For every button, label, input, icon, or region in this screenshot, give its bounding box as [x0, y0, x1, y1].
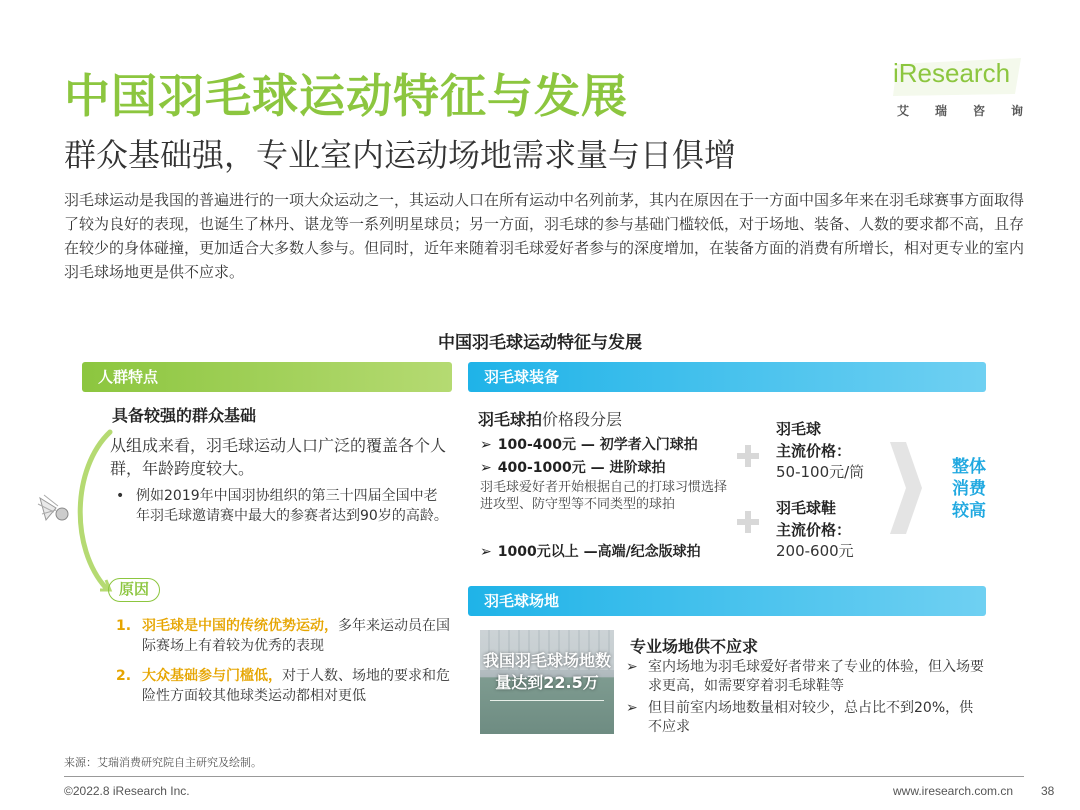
reason-item — [116, 666, 452, 706]
crowd-example-text: 例如2019年中国羽协组织的第三十四届全国中老年羽毛球邀请赛中最大的参赛者达到90岁的高龄。 — [136, 488, 448, 524]
shuttle-price-title: 羽毛球 主流价格： — [776, 420, 852, 460]
shoe-price: 200-600元 — [776, 542, 854, 560]
source-note: 来源：艾瑞消费研究院自主研究及绘制。 — [64, 756, 262, 769]
reason-text: 多年来运动员在国际赛场上有着较为优秀的表现 — [142, 618, 450, 654]
racket-heading-bold: 羽毛球拍 — [478, 410, 543, 429]
venue-item — [626, 658, 986, 696]
logo-cn-char: 咨 — [972, 104, 985, 118]
venue-item-text: 室内场地为羽毛球爱好者带来了专业的体验，但入场要求更高，如需要穿着羽毛球鞋等 — [648, 659, 984, 694]
arrow-icon: ➢ — [626, 700, 638, 716]
reason-item — [116, 616, 452, 656]
footer-divider — [64, 776, 1024, 777]
plus-icon — [737, 445, 759, 467]
venue-item-text: 但目前室内场地数量相对较少，总占比不到20%，供不应求 — [648, 700, 974, 735]
reason-tag: 原因 — [108, 578, 160, 602]
reason-number: 1. — [116, 618, 132, 634]
website-link[interactable]: www.iresearch.com.cn — [893, 784, 1014, 798]
venue-section-bar: 羽毛球场地 — [468, 586, 986, 616]
shuttlecock-icon — [36, 492, 72, 526]
logo-cn-char: 艾 — [897, 104, 910, 118]
logo-cn-char: 询 — [1010, 104, 1023, 118]
logo-brand: iResearch — [893, 58, 1011, 88]
venue-item — [626, 699, 986, 737]
page-title: 中国羽毛球运动特征与发展 — [64, 69, 628, 123]
shoe-price-title: 羽毛球鞋 主流价格： — [776, 499, 852, 539]
arrow-icon: ➢ — [480, 437, 492, 453]
plus-icon — [737, 511, 759, 533]
crowd-description: 从组成来看，羽毛球运动人口广泛的覆盖各个人群，年龄跨度较大。 — [110, 436, 447, 478]
connector-curve-icon — [66, 428, 116, 598]
diagram-title: 中国羽毛球运动特征与发展 — [438, 333, 642, 353]
intro-paragraph: 羽毛球运动是我国的普遍进行的一项大众运动之一，其运动人口在所有运动中名列前茅，其内在原因在于一方面中国多年来在羽毛球赛事方面取得了较为良好的表现，也诞生了林丹、谌龙等一系列明星球员；另一方面，羽毛球的参与基础门槛较低，对于场地、装备、人数的要求都不高，且存在较少的身体碰撞，更加适合大多数人参与。但同时，近年来随着羽毛球爱好者参与的深度增加，在装备方面的消费有所增长，相对更专业的室内羽毛球场地更是供不应求。 — [64, 191, 1025, 281]
arrow-icon: ➢ — [480, 460, 492, 476]
racket-tier-text: 100-400元 — 初学者入门球拍 — [497, 437, 698, 453]
racket-heading — [478, 407, 622, 430]
logo-cn-char: 瑞 — [934, 104, 947, 118]
page-subtitle: 群众基础强，专业室内运动场地需求量与日俱增 — [64, 136, 737, 174]
arrow-icon: ➢ — [626, 659, 638, 675]
page-number: 38 — [1041, 784, 1055, 798]
racket-tier-text: 400-1000元 — 进阶球拍 — [497, 460, 666, 476]
shuttle-price: 50-100元/筒 — [776, 463, 865, 481]
equipment-section-bar: 羽毛球装备 — [468, 362, 986, 392]
bullet-dot: • — [116, 488, 125, 504]
court-image — [480, 630, 614, 734]
chevron-right-icon — [888, 440, 924, 536]
reason-number: 2. — [116, 668, 132, 684]
reason-text: 对于人数、场地的要求和危险性方面较其他球类运动都相对更低 — [142, 668, 450, 704]
crowd-example — [116, 486, 450, 526]
overall-conclusion: 整体消费较高 — [952, 457, 986, 521]
racket-tier-note: 羽毛球爱好者开始根据自己的打球习惯选择进攻型、防守型等不同类型的球拍 — [480, 480, 728, 512]
reason-highlight: 大众基础参与门槛低， — [142, 668, 282, 684]
reason-highlight: 羽毛球是中国的传统优势运动， — [142, 618, 338, 634]
crowd-section-bar: 人群特点 — [82, 362, 452, 392]
racket-tier-text: 1000元以上 —高端/纪念版球拍 — [497, 544, 701, 560]
copyright: ©2022.8 iResearch Inc. — [64, 784, 190, 798]
racket-tier — [480, 541, 701, 561]
arrow-icon: ➢ — [480, 544, 492, 560]
crowd-heading: 具备较强的群众基础 — [112, 406, 257, 425]
logo-cn — [897, 102, 1023, 119]
court-line — [490, 700, 604, 701]
venue-heading: 专业场地供不应求 — [630, 637, 759, 656]
racket-tier — [480, 457, 665, 477]
court-image-text: 我国羽毛球场地数量达到22.5万 — [482, 651, 611, 692]
iresearch-logo — [893, 58, 1025, 118]
racket-tier — [480, 434, 698, 454]
racket-heading-rest: 价格段分层 — [542, 410, 623, 429]
